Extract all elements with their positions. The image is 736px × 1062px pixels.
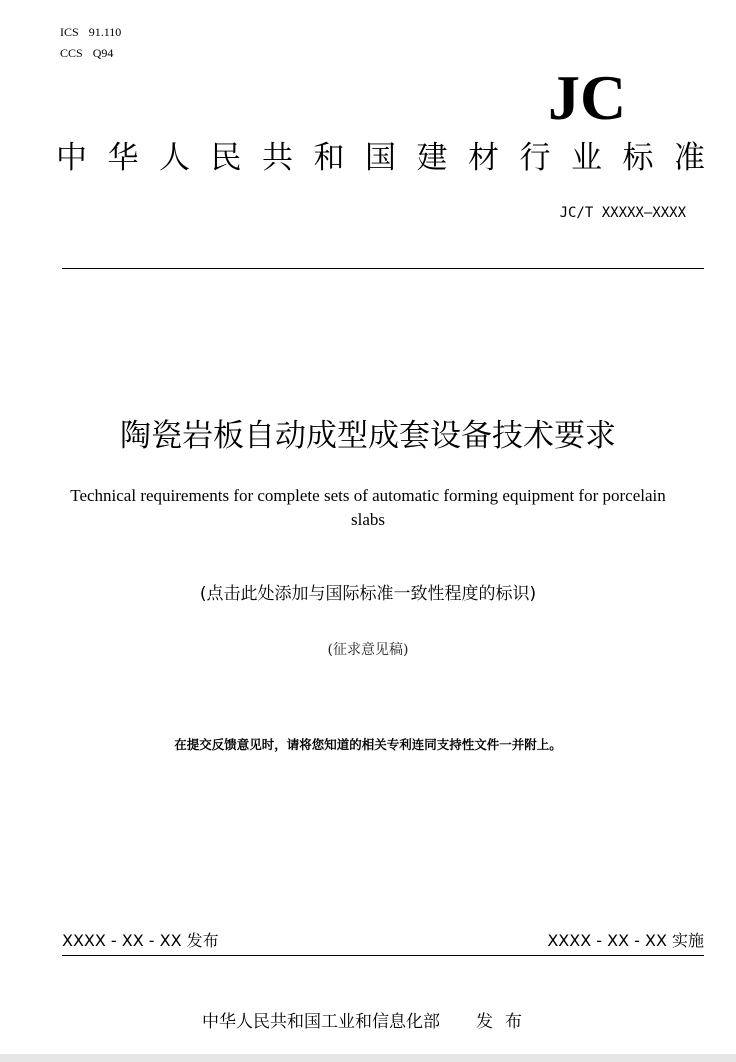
standard-number: JC/T XXXXX—XXXX: [559, 205, 686, 221]
footer-divider: [62, 955, 704, 956]
consistency-note[interactable]: (点击此处添加与国际标准一致性程度的标识): [199, 584, 537, 604]
standard-organization: 中华人民共和国建材行业标准: [56, 140, 726, 176]
implementation-date: XXXX - XX - XX 实施: [547, 931, 704, 950]
ics-label: ICS: [60, 25, 79, 39]
document-title-zh: 陶瓷岩板自动成型成套设备技术要求: [120, 418, 616, 454]
ics-classification: [60, 25, 121, 39]
issuer-line: [0, 1009, 736, 1035]
patent-notice: 在提交反馈意见时，请将您知道的相关专利连同支持性文件一并附上。: [174, 737, 562, 752]
issuer-name: 中华人民共和国工业和信息化部: [202, 1012, 440, 1032]
ccs-label: CCS: [60, 46, 83, 60]
document-title-en: Technical requirements for complete sets of automatic forming equipment for porcelain slabs: [70, 486, 666, 529]
ccs-code: Q94: [92, 46, 114, 60]
page-bottom-edge: [0, 1054, 736, 1062]
draft-status: (征求意见稿): [327, 642, 409, 658]
ccs-classification: [60, 46, 113, 60]
standard-brand-logo: JC: [548, 62, 627, 133]
issuer-verb: 发布: [476, 1012, 534, 1032]
header-divider: [62, 268, 704, 269]
issue-date: XXXX - XX - XX 发布: [62, 931, 219, 950]
ics-code: 91.110: [88, 25, 122, 39]
